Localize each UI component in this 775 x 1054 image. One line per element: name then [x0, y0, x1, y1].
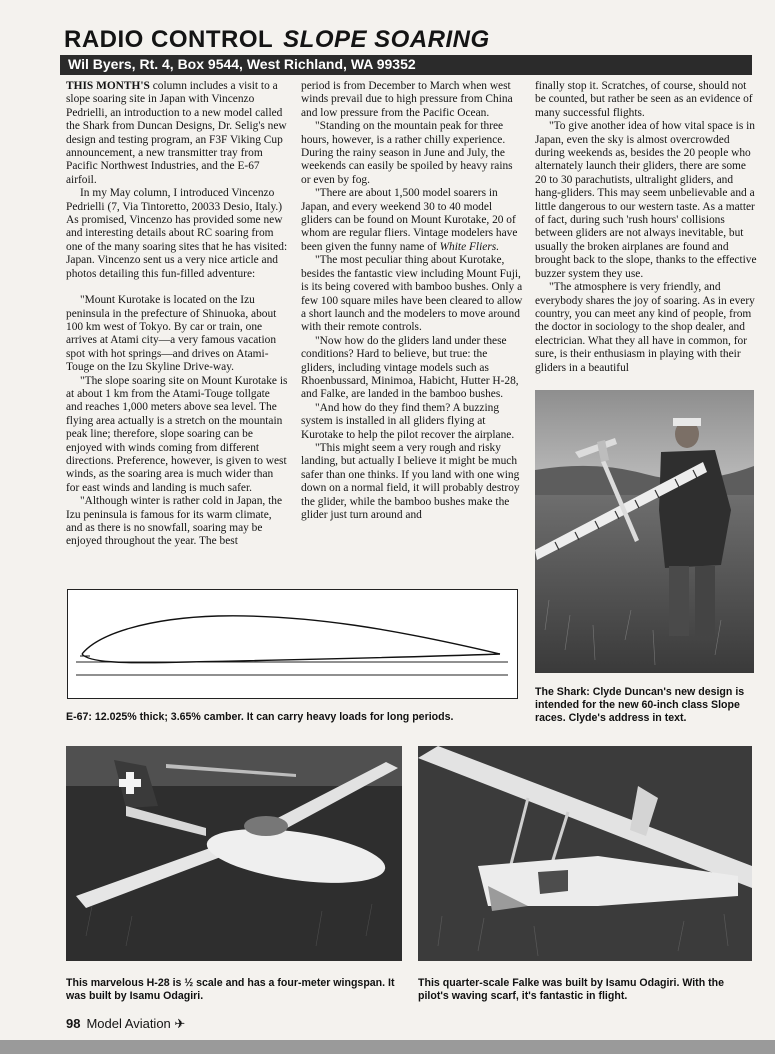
magazine-name: Model Aviation — [86, 1016, 171, 1031]
paragraph: "Now how do the gliders land under these conditions? Hard to believe, but true: the gliders, including vintage models such as Rhoenbussard, Minimoa, Habicht, Hutter H-28, and Falke, are landed in the bamboo bushes. — [301, 334, 519, 401]
paragraph: "The atmosphere is very friendly, and everybody shares the joy of soaring. As in every country, you can meet any kind of people, from the doctor in sociology to the shop dealer, and electrician. What they all have in common, for sure, is their enthusiasm in playing with their gliders in a beautiful — [535, 281, 755, 374]
page-bottom-edge — [0, 1040, 775, 1054]
paragraph: "And how do they find them? A buzzing system is installed in all gliders flying at Kurotake to help the pilot recover the airplane. — [301, 401, 515, 441]
paragraph: "To give another idea of how vital space is in Japan, even the sky is almost overcrowded during weekends as, besides the 20 people who alternately launch their gliders, there are some 20 to 30 parachutists, ultralight gliders, and hang-gliders. This may seem unbelievable and a little dangerous to our western taste. As a matter of fact, during such 'rush hours' collisions between gliders are not always inevitable, but usually the broken airplanes are found and brought back to the slope, thanks to the effective buzzer system they use. — [535, 120, 757, 280]
article-column-3 — [535, 80, 757, 380]
shark-photo — [535, 390, 754, 673]
paragraph: period is from December to March when west winds prevail due to high pressure from China and low pressure from the Pacific Ocean. — [301, 80, 513, 119]
paragraph: "There are about 1,500 model soarers in Japan, and every weekend 30 to 40 model gliders can be found on Mount Kurotake, 20 of whom are regular fliers. Vintage modelers have been given the funny name of White Fliers. — [301, 187, 518, 253]
airfoil-caption: E-67: 12.025% thick; 3.65% camber. It can carry heavy loads for long periods. — [66, 711, 454, 723]
falke-caption: This quarter-scale Falke was built by Isamu Odagiri. With the pilot's waving scarf, it's fantastic in flight. — [418, 977, 725, 1002]
paragraph: "Although winter is rather cold in Japan, the Izu peninsula is famous for its warm climate, and as there is no snowfall, soaring may be enjoyed throughout the year. The best — [66, 495, 283, 548]
h28-photo — [66, 746, 402, 961]
falke-glider-image — [418, 746, 752, 961]
paragraph: "The most peculiar thing about Kurotake, besides the fantastic view including Mount Fuji, is its being covered with bamboo bushes. Only a few 100 square miles have been cleared to allow a short launch and the modelers to move around with their remote controls. — [301, 254, 523, 334]
paragraph: In my May column, I introduced Vincenzo Pedrielli (7, Via Tintoretto, 20033 Desio, Italy.) As promised, Vincenzo has provided some new and interesting details about RC soaring from one of the many soaring sites that he has visited: Japan. Vincenzo sent us a very nice article and photos detailing this fun-filled adventure: — [66, 187, 288, 280]
airplane-icon: ✈ — [174, 1016, 186, 1031]
lead-word: THIS MONTH'S — [66, 80, 150, 92]
page-number: 98 — [66, 1016, 81, 1031]
e67-airfoil-shape — [68, 590, 517, 698]
shark-caption: The Shark: Clyde Duncan's new design is intended for the new 60-inch class Slope races. Clyde's address in text. — [535, 686, 745, 724]
airfoil-diagram — [67, 589, 518, 699]
h28-caption: This marvelous H-28 is ½ scale and has a four-meter wingspan. It was built by Isamu Odagiri. — [66, 977, 395, 1002]
title-radio-control: RADIO CONTROL — [64, 26, 274, 53]
paragraph: "The slope soaring site on Mount Kurotake is at about 1 km from the Atami-Touge tollgate and reaches 1,000 meters above sea level. The flying area actually is a stretch on the mountain peak line; therefore, slope soaring can be enjoyed with winds coming from different directions. Preference, however, is given to west winds, as the soaring area is much wider than for east winds and landing is much safer. — [66, 374, 288, 494]
paragraph: "Mount Kurotake is located on the Izu peninsula in the prefecture of Shinuoka, about 100 km west of Tokyo. By car or train, one arrives at Atami city—a very famous vacation spot with hot springs—and drives on Atami-Touge on the Izu Skyline Drive-way. — [66, 294, 277, 374]
page-title — [64, 26, 490, 54]
italic-term: White Fliers. — [439, 240, 500, 253]
page-footer — [66, 1016, 185, 1032]
falke-photo — [418, 746, 752, 961]
paragraph: THIS MONTH'S column includes a visit to a slope soaring site in Japan with Vincenzo Pedrielli, an introduction to a new model called the Shark from Duncan Designs, Dr. Selig's new design and testing program, an F3F Viking Cup announcement, a new transmitter tray from Pacific Northwest Industries, and the E-67 airfoil. — [66, 80, 287, 186]
author-address: Wil Byers, Rt. 4, Box 9544, West Richland, WA 99352 — [68, 56, 416, 72]
paragraph: "Standing on the mountain peak for three hours, however, is a rather chilly experience. During the rainy season in June and July, the weekends can easily be spoiled by heavy rains or even by fog. — [301, 120, 513, 186]
article-column-1 — [66, 80, 288, 580]
address-bar — [60, 55, 752, 75]
h28-glider-image — [66, 746, 402, 961]
shark-glider-image — [535, 390, 754, 673]
paragraph: "This might seem a very rough and risky landing, but actually I believe it might be much safer than one thinks. If you land with one wing down on a normal field, it will probably destroy the glider, while the bamboo bushes make the glider just turn around and — [301, 441, 520, 521]
title-slope-soaring: SLOPE SOARING — [283, 26, 490, 53]
article-column-2 — [301, 80, 523, 580]
paragraph: finally stop it. Scratches, of course, should not be counted, but rather be seen as an evidence of many successful flights. — [535, 80, 753, 119]
